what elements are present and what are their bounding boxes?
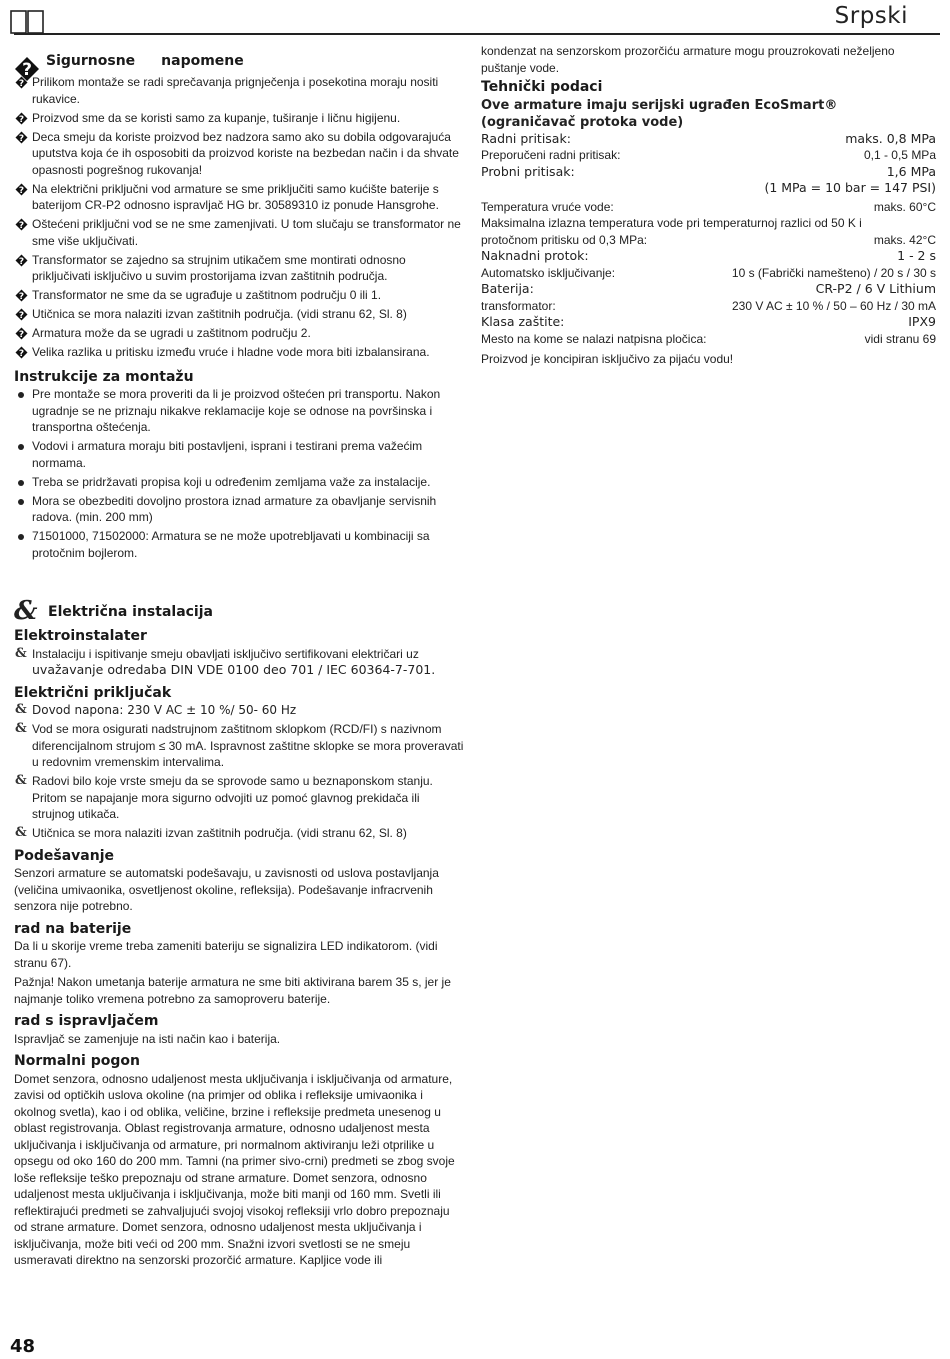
safety-item: [14, 110, 464, 127]
safety-item: [14, 325, 464, 342]
left-column: [14, 52, 464, 566]
normal-text: Domet senzora, odnosno udaljenost mesta uključivanja i isključivanja od armature, zavisi od optičkih uslova okoline (na primjer od oblika i refleksije umivaonika i okolnog svetla), kao i od oblika, veličine, brzine i refleksije predmeta unesenog u oblast registrovanja. Oblast registrovanja armature, odnosno udaljenost mesta uključivanja i isključivanja od armature, pri normalnom aktiviranju leži otprilike u opsegu od oko 160 do 200 mm. Tamni (na primer sivo-crni) predmeti se zbog svoje loše refleksije teško prepoznaju od strane armature. Domet senzora, odnosno udaljenost mesta uključivanja i isključivanja, može biti manji od 160 mm. Svetli ili reflektirajući predmeti se zahvaljujući svojoj visokoj refleksiji vrlo dobro prepoznaju od strane armature. Domet senzora, odnosno udaljenost mesta uključivanja i isključivanja, može biti veći od 200 mm. Snažni izvori svetlosti se ne smeju usmeravati direktno na senzorski prozorčić armature. Kapljice vode ili: [14, 1071, 455, 1267]
montage-item-text: Pre montaže se mora proveriti da li je proizvod oštećen pri transportu. Nakon ugradnje se ne priznaju nikakve reklamacije koje se odnose na površinska i transportna oštećenja.: [32, 387, 441, 434]
svg-text:?: ?: [18, 349, 25, 359]
safety-item: [14, 129, 464, 179]
warning-diamond-icon: [15, 308, 28, 321]
spec-row: [481, 265, 936, 282]
spec-value: vidi stranu 69: [864, 331, 936, 346]
installer-line-2: uvažavanje odredaba DIN VDE 0100 deo 701 / IEC 60364-7-701.: [32, 662, 436, 677]
safety-item: [14, 216, 464, 249]
ampersand-bullet-icon: &: [15, 825, 27, 840]
montage-title: Instrukcije za montažu: [14, 368, 194, 385]
installer-title: Elektroinstalater: [14, 628, 147, 644]
spec-key: Klasa zaštite:: [481, 314, 565, 329]
battery-text-1: Da li u skorije vreme treba zameniti bateriju se signalizira LED indikatorom. (vidi stranu 67).: [14, 939, 438, 970]
spec-row: [481, 298, 936, 315]
spec-value: 1,6 MPa: [886, 163, 936, 179]
spec-key: Probni pritisak:: [481, 163, 575, 179]
svg-text:?: ?: [18, 311, 25, 321]
spec-key: Baterija:: [481, 281, 534, 296]
spec-key: transformator:: [481, 298, 556, 313]
safety-item-text: Transformator se zajedno sa strujnim utikačem sme montirati odnosno priključivati isključivo u suvim prostorijama izvan zaštitnih područja.: [32, 252, 406, 283]
bullet-icon: [18, 392, 24, 398]
tech-title: Tehnički podaci: [481, 79, 603, 95]
montage-item: [14, 438, 464, 471]
montage-item-text: Treba se pridržavati propisa koji u određenim zemljama važe za instalacije.: [32, 474, 431, 489]
spec-key: Radni pritisak:: [481, 130, 571, 146]
spec-key: protočnom pritisku od 0,3 MPa:: [481, 232, 648, 247]
intro-text: kondenzat na senzorskom prozorčiću armature mogu prouzrokovati neželjeno puštanje vode.: [481, 44, 895, 75]
svg-text:?: ?: [18, 114, 25, 125]
installer-item: [14, 646, 464, 679]
safety-heading: [14, 52, 464, 80]
safety-item-text: Prilikom montaže se radi sprečavanja prignječenja i posekotina moraju nositi rukavice.: [32, 75, 439, 106]
bullet-icon: [18, 480, 24, 486]
safety-title-b: napomene: [161, 53, 244, 69]
connection-item: [14, 721, 464, 771]
mpa-note-row: [481, 180, 936, 197]
warning-diamond-icon: [15, 183, 28, 196]
safety-item: [14, 344, 464, 361]
rectifier-text: Ispravljač se zamenjuje na isti način kao i baterija.: [14, 1031, 281, 1046]
montage-item: [14, 528, 464, 561]
battery-title: rad na baterije: [14, 920, 132, 937]
montage-item: [14, 493, 464, 526]
warning-diamond-icon: [15, 112, 28, 125]
spec-value: 10 s (Fabrički namešteno) / 20 s / 30 s: [731, 265, 936, 280]
right-column: [481, 43, 936, 368]
connection-item: [14, 702, 464, 719]
safety-title-a: Sigurnosne: [46, 53, 136, 69]
connection-item-text: Vod se mora osigurati nadstrujnom zaštitnom sklopkom (RCD/FI) s nazivnom diferencijalnom strujom ≤ 30 mA. Ispravnost zaštitne sklopke se mora proveravati u redovnim vremenskim intervalima.: [32, 722, 464, 769]
spec-key: Preporučeni radni pritisak:: [481, 148, 621, 162]
spec-value: 0,1 - 0,5 MPa: [863, 148, 936, 162]
settings-text: Senzori armature se automatski podešavaju, u zavisnosti od uslova postavljanja (veličina umivaonika, osvetljenost okoline, refleksija). Podešavanje infracrvenih senzora nije potrebno.: [14, 866, 439, 913]
drinking-water-note: Proizvod je koncipiran isključivo za pijaću vodu!: [481, 352, 734, 366]
spec-key: Mesto na kome se nalazi natpisna pločica:: [481, 331, 707, 346]
svg-text:?: ?: [18, 330, 25, 340]
spec-value: 230 V AC ± 10 % / 50 – 60 Hz / 30 mA: [731, 298, 936, 313]
spec-row: [481, 131, 936, 148]
warning-diamond-icon: [15, 254, 28, 267]
safety-item-text: Deca smeju da koriste proizvod bez nadzora samo ako su dobila odgovarajuća uputstva koja će ih osposobiti da proizvod koriste na bezbedan način i da shvate opasnosti pogrešnog rukovanja!: [32, 129, 459, 177]
settings-title: Podešavanje: [14, 847, 115, 864]
montage-item: [14, 474, 464, 491]
installer-line-1: Instalaciju i ispitivanje smeju obavljati isključivo sertifikovani električari uz: [32, 646, 419, 661]
bullet-icon: [18, 534, 24, 540]
montage-item-text: 71501000, 71502000: Armatura se ne može upotrebljavati u kombinaciji sa protočnim bojlerom.: [32, 529, 430, 560]
spec-value: maks. 0,8 MPa: [845, 130, 936, 146]
safety-item-text: Utičnica se mora nalaziti izvan zaštitnih područja. (vidi stranu 62, Sl. 8): [32, 307, 407, 321]
spec-value: maks. 42°C: [873, 232, 936, 247]
connection-item-text: Utičnica se mora nalaziti izvan zaštitnih područja. (vidi stranu 62, Sl. 8): [32, 826, 407, 840]
bullet-icon: [18, 444, 24, 450]
ampersand-bullet-icon: &: [15, 721, 27, 736]
mpa-note: (1 MPa = 10 bar = 147 PSI): [764, 180, 936, 195]
safety-item-text: Oštećeni priključni vod se ne sme zamenjivati. U tom slučaju se transformator ne sme više uključivati.: [32, 217, 461, 248]
electrical-heading: [14, 596, 464, 626]
safety-item-text: Velika razlika u pritisku između vruće i hladne vode mora biti izbalansirana.: [32, 345, 430, 359]
electrical-section: [14, 596, 464, 1272]
language-title: Srpski: [834, 3, 908, 29]
safety-item-text: Armatura može da se ugradi u zaštitnom području 2.: [32, 326, 311, 340]
montage-item-text: Mora se obezbediti dovoljno prostora iznad armature za obavljanje servisnih radova. (min. 200 mm): [32, 493, 437, 524]
warning-diamond-icon: [15, 76, 28, 89]
warning-diamond-icon: [15, 346, 28, 359]
safety-item: [14, 306, 464, 323]
spec-key: Naknadni protok:: [481, 248, 589, 263]
book-icon: [10, 10, 44, 34]
electrical-title: Električna instalacija: [48, 604, 213, 620]
spec-row: [481, 232, 936, 249]
ampersand-bullet-icon: &: [15, 773, 27, 788]
warning-diamond-icon: [15, 289, 28, 302]
svg-text:?: ?: [22, 60, 32, 80]
safety-list: [14, 74, 464, 361]
safety-item-text: Transformator ne sme da se ugrađuje u zaštitnom području 0 ili 1.: [32, 288, 382, 302]
battery-text-2: Pažnja! Nakon umetanja baterije armatura ne sme biti aktivirana barem 35 s, jer je najmanje toliko vremena potrebno za samoproveru baterije.: [14, 975, 451, 1006]
spec-value: CR-P2 / 6 V Lithium: [815, 281, 936, 296]
connections-title: Električni priključak: [14, 684, 172, 701]
spec-row: [481, 248, 936, 265]
safety-item-text: Na električni priključni vod armature se sme priključiti samo kućište baterije s baterijom CR-P2 odnosno ispravljač HG br. 30589310 iz ponude Hansgrohe.: [32, 181, 439, 212]
connection-item: [14, 825, 464, 842]
svg-text:?: ?: [18, 133, 25, 144]
normal-title: Normalni pogon: [14, 1053, 140, 1069]
safety-item: [14, 74, 464, 107]
svg-text:?: ?: [18, 185, 25, 196]
max-temp-line: Maksimalna izlazna temperatura vode pri temperaturnoj razlici od 50 K i: [481, 216, 862, 230]
warning-diamond-icon: [15, 218, 28, 231]
header-divider: [14, 33, 940, 35]
warning-diamond-icon: [15, 327, 28, 340]
safety-item-text: Proizvod sme da se koristi samo za kupanje, tuširanje i ličnu higijenu.: [32, 110, 401, 125]
connection-item-text: Dovod napona: 230 V AC ± 10 %/ 50- 60 Hz: [32, 703, 297, 717]
electrical-ampersand-icon: &: [14, 596, 38, 626]
svg-text:?: ?: [18, 292, 25, 302]
svg-text:?: ?: [18, 256, 25, 267]
spec-row: [481, 147, 936, 164]
spec-row: [481, 164, 936, 181]
ampersand-bullet-icon: &: [15, 702, 27, 717]
montage-item-text: Vodovi i armatura moraju biti postavljeni, isprani i testirani prema važećim normama.: [32, 439, 423, 470]
warning-diamond-icon: [15, 131, 28, 144]
svg-text:?: ?: [18, 79, 25, 89]
spec-row: [481, 314, 936, 331]
spec-row: [481, 281, 936, 298]
page-number: 48: [10, 1336, 36, 1357]
spec-row: [481, 331, 936, 348]
spec-row: [481, 199, 936, 216]
spec-value: 1 - 2 s: [897, 248, 936, 263]
safety-item: [14, 181, 464, 214]
connection-item: [14, 773, 464, 823]
safety-item: [14, 287, 464, 304]
spec-value: IPX9: [908, 314, 936, 329]
spec-key: Automatsko isključivanje:: [481, 265, 616, 280]
bullet-icon: [18, 499, 24, 505]
spec-value: maks. 60°C: [873, 199, 936, 214]
montage-list: [14, 386, 464, 561]
svg-text:?: ?: [18, 221, 25, 231]
ecosmart-note: Ove armature imaju serijski ugrađen EcoSmart® (ograničavač protoka vode): [481, 97, 838, 130]
connection-item-text: Radovi bilo koje vrste smeju da se sprovode samo u beznaponskom stanju. Pritom se napajanje mora sigurno odvojiti uz pomoć glavnog prekidača ili strujnog utikača.: [32, 774, 433, 821]
spec-key: Temperatura vruće vode:: [481, 199, 614, 214]
montage-item: [14, 386, 464, 436]
safety-item: [14, 252, 464, 285]
rectifier-title: rad s ispravljačem: [14, 1013, 159, 1029]
ampersand-bullet-icon: &: [15, 645, 27, 661]
